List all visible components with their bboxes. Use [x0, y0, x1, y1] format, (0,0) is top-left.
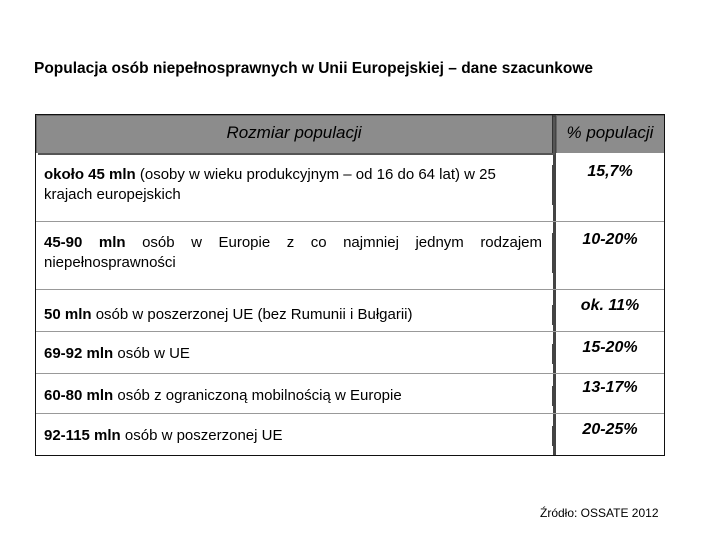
row-2-percent: 10-20% — [582, 231, 638, 248]
row-2-description — [36, 233, 553, 273]
row-4-amount: 69-92 mln — [44, 345, 114, 362]
row-separator — [36, 413, 664, 414]
source-note: Źródło: OSSATE 2012 — [540, 506, 659, 520]
row-3-percent: ok. 11% — [580, 297, 640, 314]
row-4-percent: 15-20% — [582, 339, 638, 356]
row-5-text: osób z ograniczoną mobilnością w Europie — [113, 387, 402, 404]
row-6-amount: 92-115 mln — [44, 427, 121, 444]
row-separator — [36, 289, 664, 290]
row-separator — [36, 373, 664, 374]
row-5-description — [36, 386, 553, 406]
row-1-percent: 15,7% — [587, 163, 633, 180]
row-6-description — [36, 426, 553, 446]
row-6-text: osób w poszerzonej UE — [120, 427, 283, 444]
page-title: Populacja osób niepełnosprawnych w Unii Europejskiej – dane szacunkowe — [34, 60, 594, 77]
row-2-text: osób w Europie z co najmniej jednym rodzajem niepełnosprawności — [44, 234, 543, 271]
row-1-description — [36, 165, 553, 205]
row-separator — [36, 331, 664, 332]
row-1-text: (osoby w wieku produkcyjnym – od 16 do 64 lat) w 25 krajach europejskich — [44, 166, 496, 203]
header-population-size: Rozmiar populacji — [36, 115, 553, 153]
row-2-amount: 45-90 mln — [44, 234, 126, 251]
row-5-percent: 13-17% — [582, 379, 638, 396]
row-3-text: osób w poszerzonej UE (bez Rumunii i Bułgarii) — [91, 306, 413, 323]
row-4-description — [36, 344, 553, 364]
row-3-amount: 50 mln — [44, 306, 92, 323]
row-1-amount: około 45 mln — [44, 166, 136, 183]
row-3-description — [36, 305, 553, 325]
row-5-amount: 60-80 mln — [44, 387, 114, 404]
population-table — [35, 114, 665, 456]
header-population-percent: % populacji — [556, 115, 664, 153]
row-separator — [36, 221, 664, 222]
row-4-text: osób w UE — [113, 345, 190, 362]
row-6-percent: 20-25% — [582, 421, 638, 438]
